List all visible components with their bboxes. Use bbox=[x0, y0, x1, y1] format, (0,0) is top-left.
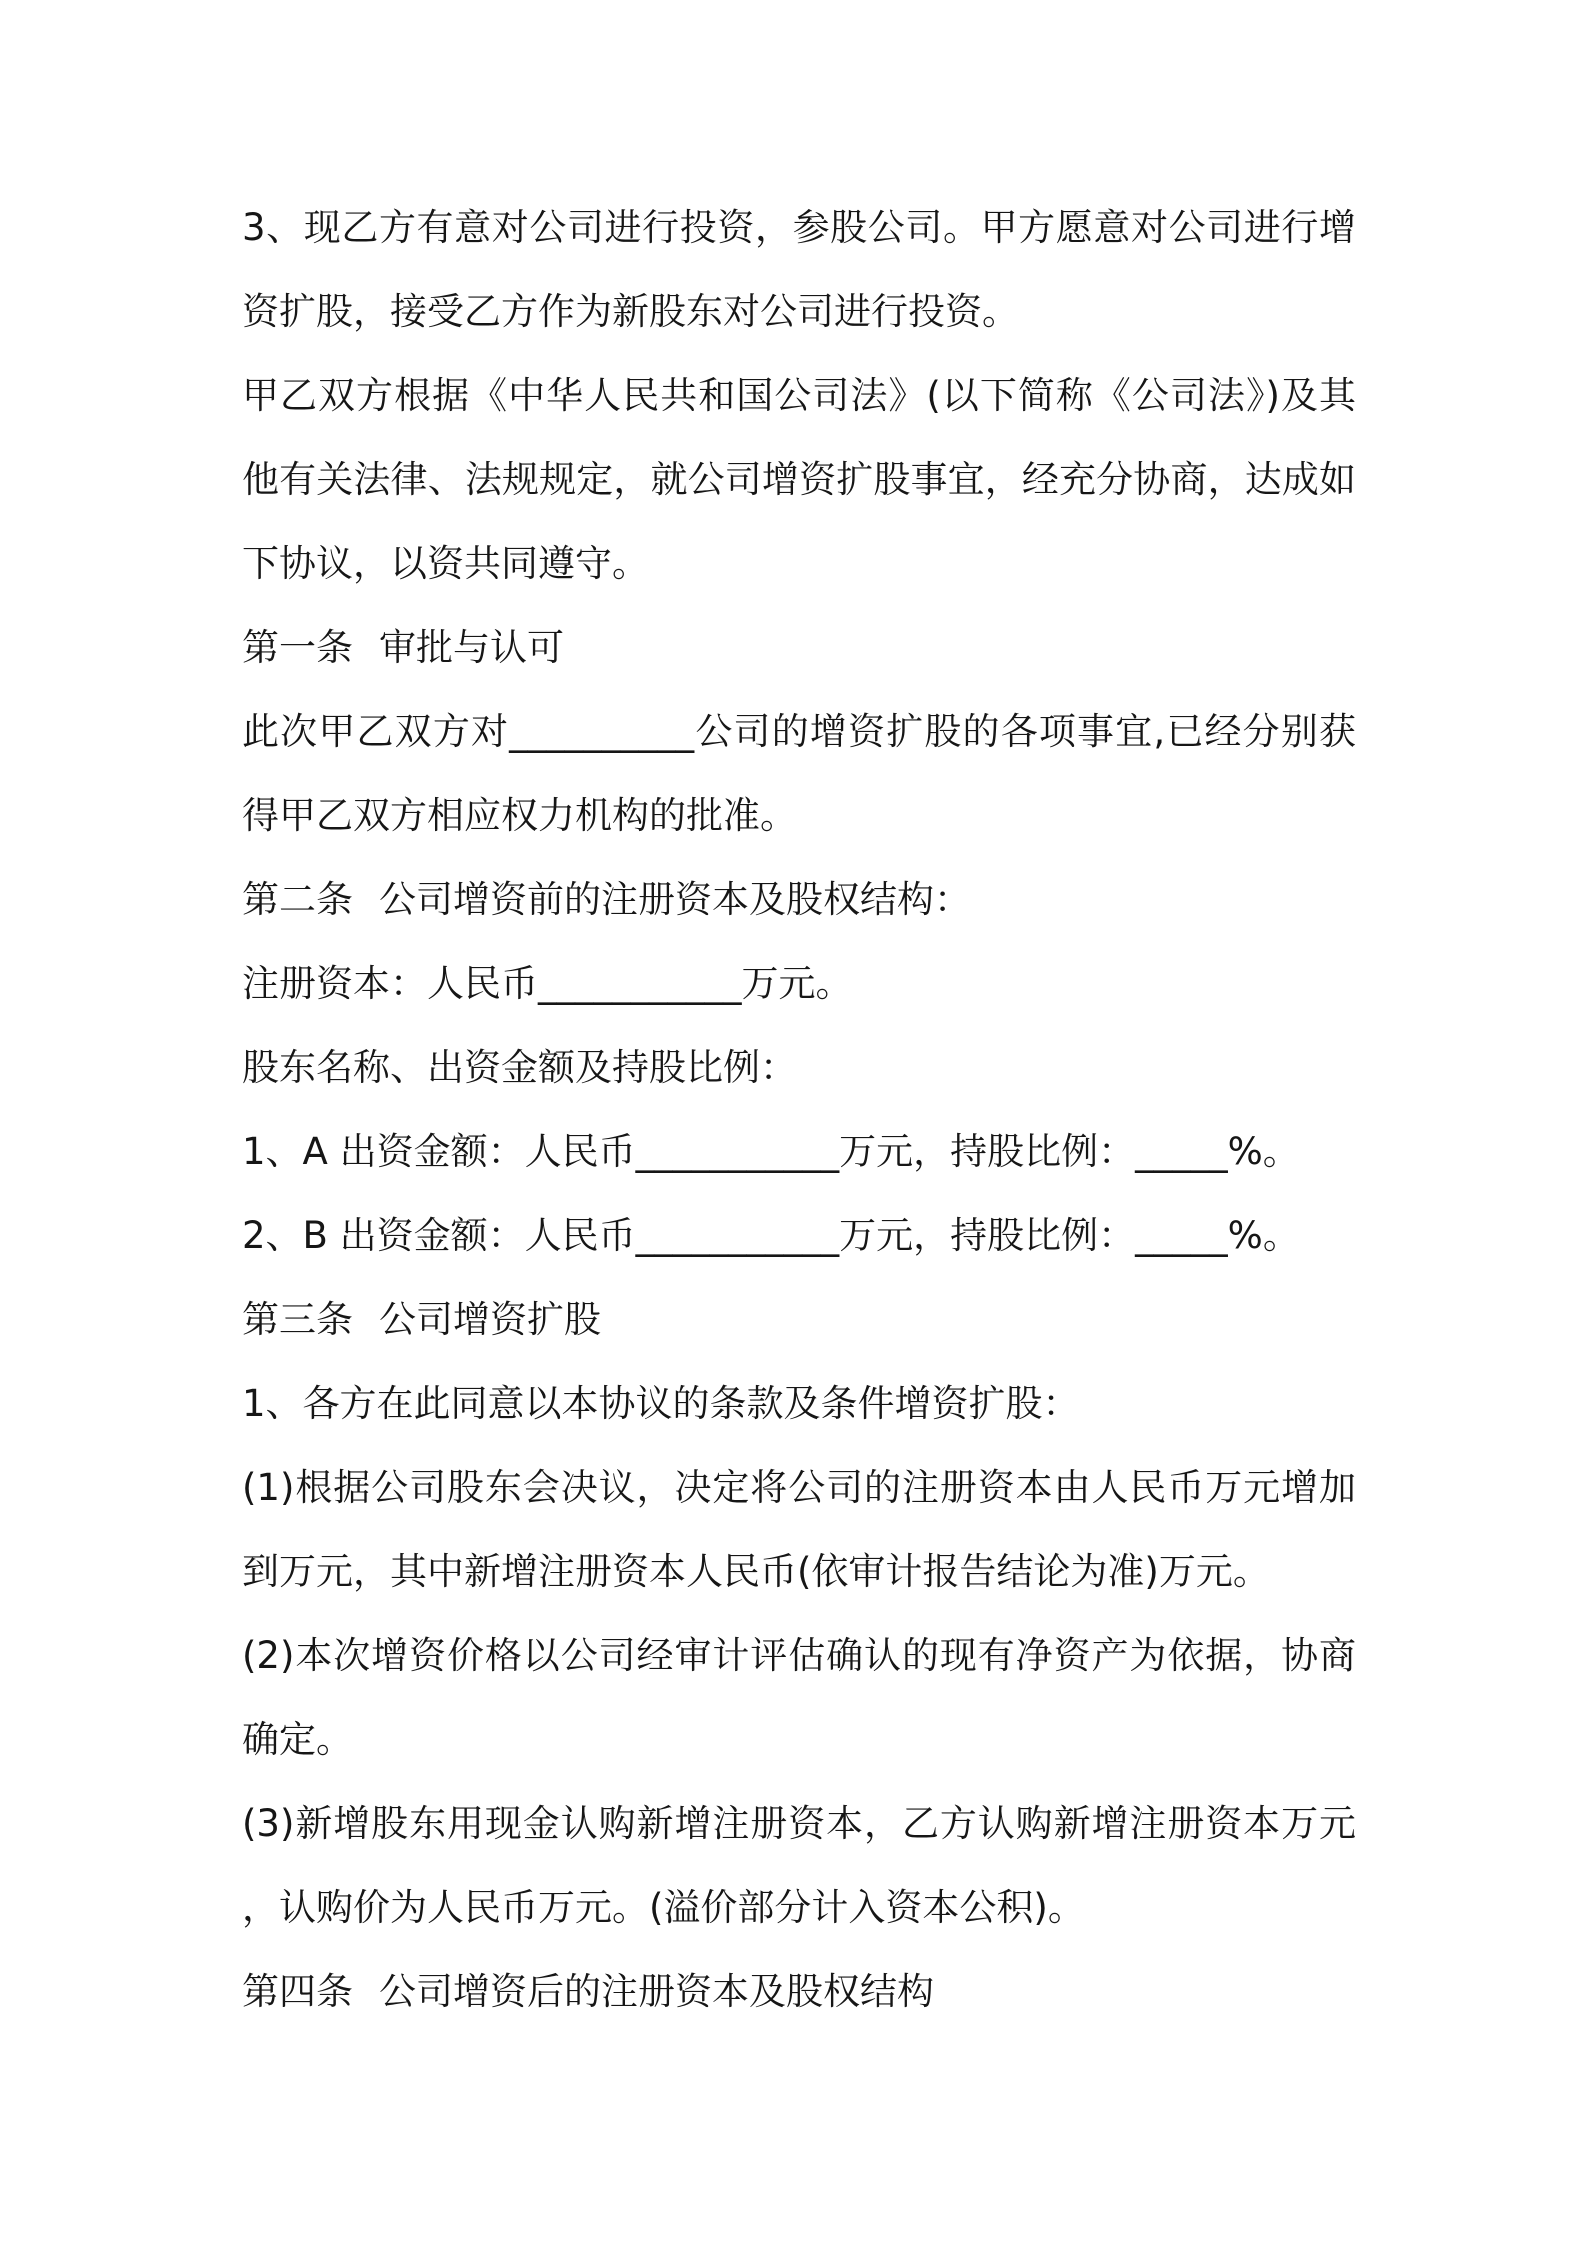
article-number: 第三条 bbox=[242, 1298, 353, 1341]
article-3 bbox=[242, 1278, 1356, 1950]
text-line: (3)新增股东用现金认购新增注册资本，乙方认购新增注册资本万元 bbox=[242, 1802, 1356, 1845]
text-line: 3、现乙方有意对公司进行投资，参股公司。甲方愿意对公司进行增 bbox=[242, 206, 1356, 249]
article-1 bbox=[242, 606, 1356, 858]
sub-item-1 bbox=[242, 1446, 1356, 1614]
article-number: 第四条 bbox=[242, 1970, 353, 2013]
text-line: 到万元，其中新增注册资本人民币(依审计报告结论为准)万元。 bbox=[242, 1550, 1270, 1593]
shareholder-line: 2、B 出资金额：人民币___________万元，持股比例：_____%。 bbox=[242, 1214, 1300, 1257]
registered-capital-line: 注册资本：人民币___________万元。 bbox=[242, 962, 853, 1005]
article-title: 审批与认可 bbox=[379, 626, 564, 669]
text-line: ，认购价为人民币万元。(溢价部分计入资本公积)。 bbox=[242, 1886, 1085, 1929]
text-line: 甲乙双方根据《中华人民共和国公司法》(以下简称《公司法》)及其 bbox=[242, 374, 1356, 417]
shareholders-heading: 股东名称、出资金额及持股比例： bbox=[242, 1046, 797, 1089]
preamble-paragraph bbox=[242, 354, 1356, 606]
clause-3-paragraph bbox=[242, 186, 1356, 354]
text-line: 他有关法律、法规规定，就公司增资扩股事宜，经充分协商，达成如 bbox=[242, 458, 1356, 501]
article-2 bbox=[242, 858, 1356, 1278]
article-title: 公司增资后的注册资本及股权结构 bbox=[379, 1970, 934, 2013]
document-body bbox=[242, 186, 1356, 2034]
text-line: 得甲乙双方相应权力机构的批准。 bbox=[242, 794, 797, 837]
article-number: 第二条 bbox=[242, 878, 353, 921]
text-line: (2)本次增资价格以公司经审计评估确认的现有净资产为依据，协商 bbox=[242, 1634, 1356, 1677]
sub-item-3 bbox=[242, 1782, 1356, 1950]
article-title: 公司增资前的注册资本及股权结构： bbox=[379, 878, 971, 921]
text-line: 确定。 bbox=[242, 1718, 353, 1761]
text-line: 资扩股，接受乙方作为新股东对公司进行投资。 bbox=[242, 290, 1019, 333]
article-heading bbox=[242, 1950, 1356, 2034]
article-heading bbox=[242, 1278, 1356, 1362]
text-line: (1)根据公司股东会决议，决定将公司的注册资本由人民币万元增加 bbox=[242, 1466, 1356, 1509]
article-number: 第一条 bbox=[242, 626, 353, 669]
article-heading bbox=[242, 858, 1356, 942]
article-heading bbox=[242, 606, 1356, 690]
sub-item-2 bbox=[242, 1614, 1356, 1782]
article-4 bbox=[242, 1950, 1356, 2034]
text-line: 下协议，以资共同遵守。 bbox=[242, 542, 649, 585]
article-title: 公司增资扩股 bbox=[379, 1298, 601, 1341]
shareholder-line: 1、A 出资金额：人民币___________万元，持股比例：_____%。 bbox=[242, 1130, 1300, 1173]
list-item: 1、各方在此同意以本协议的条款及条件增资扩股： bbox=[242, 1382, 1080, 1425]
text-line: 此次甲乙双方对__________公司的增资扩股的各项事宜,已经分别获 bbox=[242, 710, 1356, 753]
